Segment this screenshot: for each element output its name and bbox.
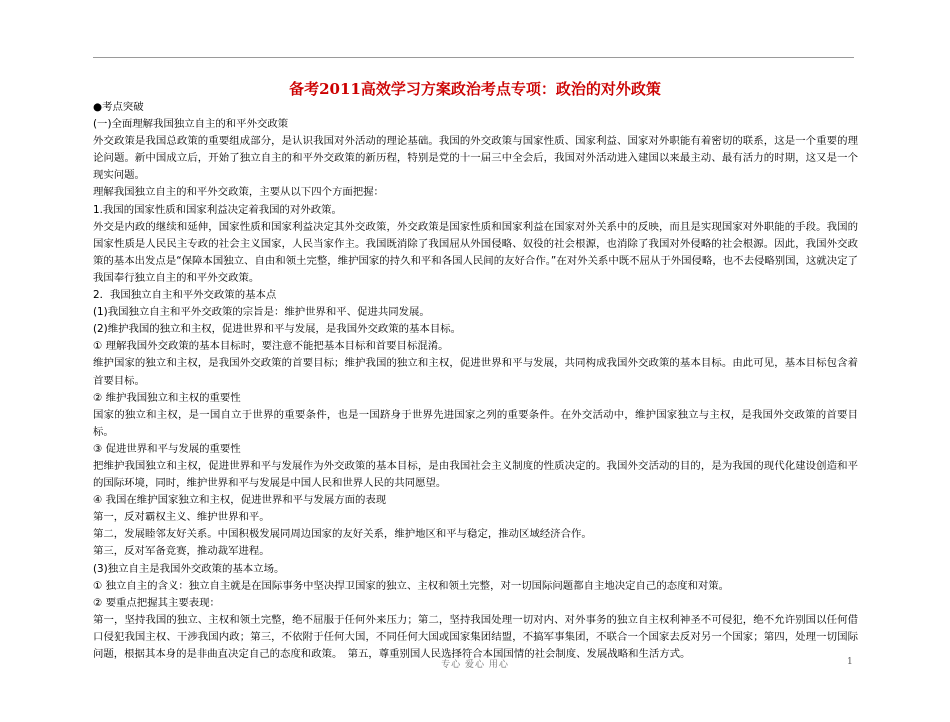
- body-paragraph: 第三，反对军备竞赛，推动裁军进程。: [93, 545, 270, 558]
- body-paragraph: 维护国家的独立和主权，是我国外交政策的首要目标；维护我国的独立和主权，促进世界和平与发展，共同构成我国外交政策的基本目标。由此可见，基本目标包含着首要目标。: [93, 357, 858, 387]
- body-paragraph: 把维护我国独立和主权，促进世界和平与发展作为外交政策的基本目标，是由我国社会主义制度的性质决定的。我国外交活动的目的，是为我国的现代化建设创造和平的国际环境，同时，维护世界和平与发展是中国人民和世界人民的共同愿望。: [93, 459, 858, 490]
- subheading: ③ 促进世界和平与发展的重要性: [93, 442, 241, 455]
- page-number: 1: [847, 657, 853, 667]
- body-paragraph: 国家的独立和主权，是一国自立于世界的重要条件，也是一国跻身于世界先进国家之列的重要条件。在外交活动中，维护国家独立与主权，是我国外交政策的首要目标。: [93, 408, 858, 438]
- body-paragraph: (3)独立自主是我国外交政策的基本立场。: [93, 562, 285, 575]
- document-title: 备考2011高效学习方案政治考点专项：政治的对外政策: [289, 80, 661, 98]
- page-footer: 专心 爱心 用心: [441, 660, 509, 670]
- section-heading: (一)全面理解我国独立自主的和平外交政策: [93, 118, 289, 131]
- body-paragraph: 第一，反对霸权主义、维护世界和平。: [93, 511, 270, 524]
- body-paragraph: 第二，发展睦邻友好关系。中国积极发展同周边国家的友好关系，维护地区和平与稳定，推动区域经济合作。: [93, 528, 592, 541]
- body-paragraph: ① 独立自主的含义：独立自主就是在国际事务中坚决捍卫国家的独立、主权和领土完整，对一切国际问题都自主地决定自己的态度和对策。: [93, 579, 730, 592]
- section-marker: ●考点突破: [93, 101, 144, 113]
- document-body: [93, 99, 858, 663]
- body-paragraph: ② 要重点把握其主要表现：: [93, 596, 220, 609]
- body-paragraph: 外交是内政的继续和延伸，国家性质和国家利益决定其外交政策，外交政策是国家性质和国家利益在国家对外关系中的反映，而且是实现国家对外职能的手段。我国的国家性质是人民民主专政的社会主义国家，人民当家作主。我国既消除了我国屈从外国侵略、奴役的社会根源，也消除了我国对外侵略的社会根源。因此，我国外交政策的基本出发点是“保障本国独立、自由和领土完整，维护国家的持久和平和各国人民间的友好合作。”在对外关系中既不屈从于外国侵略，也不去侵略别国，这就决定了我国奉行独立自主的和平外交政策。: [93, 220, 858, 284]
- body-paragraph: (2)维护我国的独立和主权，促进世界和平与发展，是我国外交政策的基本目标。: [93, 323, 461, 336]
- subheading: 2．我国独立自主和平外交政策的基本点: [93, 289, 277, 302]
- subheading: ② 维护我国独立和主权的重要性: [93, 391, 241, 404]
- header-rule: [93, 57, 854, 58]
- body-paragraph: 外交政策是我国总政策的重要组成部分，是认识我国对外活动的理论基础。我国的外交政策与国家性质、国家利益、国家对外职能有着密切的联系，这是一个重要的理论问题。新中国成立后，开始了独立自主的和平外交政策的新历程，特别是党的十一届三中全会后，我国对外活动进入建国以来最主动、最有活力的时期，这又是一个现实问题。: [93, 135, 858, 182]
- body-paragraph: (1)我国独立自主和平外交政策的宗旨是：维护世界和平、促进共同发展。: [93, 306, 430, 319]
- subheading: 1.我国的国家性质和国家利益决定着我国的对外政策。: [93, 203, 342, 216]
- body-paragraph: ① 理解我国外交政策的基本目标时，要注意不能把基本目标和首要目标混淆。: [93, 340, 449, 353]
- body-paragraph: 理解我国独立自主的和平外交政策，主要从以下四个方面把握：: [93, 186, 384, 199]
- subheading: ④ 我国在维护国家独立和主权，促进世界和平与发展方面的表现: [93, 494, 387, 507]
- body-paragraph: 第一，坚持我国的独立、主权和领土完整，绝不屈服于任何外来压力；第二，坚持我国处理一切对内、对外事务的独立自主权利神圣不可侵犯，绝不允许别国以任何借口侵犯我国主权、干涉我国内政；第三，不依附于任何大国，不同任何大国或国家集团结盟，不搞军事集团，不联合一个国家去反对另一个国家；第四，处理一切国际问题，根据其本身的是非曲直决定自己的态度和政策。 第五，尊重别国人民选择符合本国国情的社会制度、发展战略和生活方式。: [93, 613, 858, 660]
